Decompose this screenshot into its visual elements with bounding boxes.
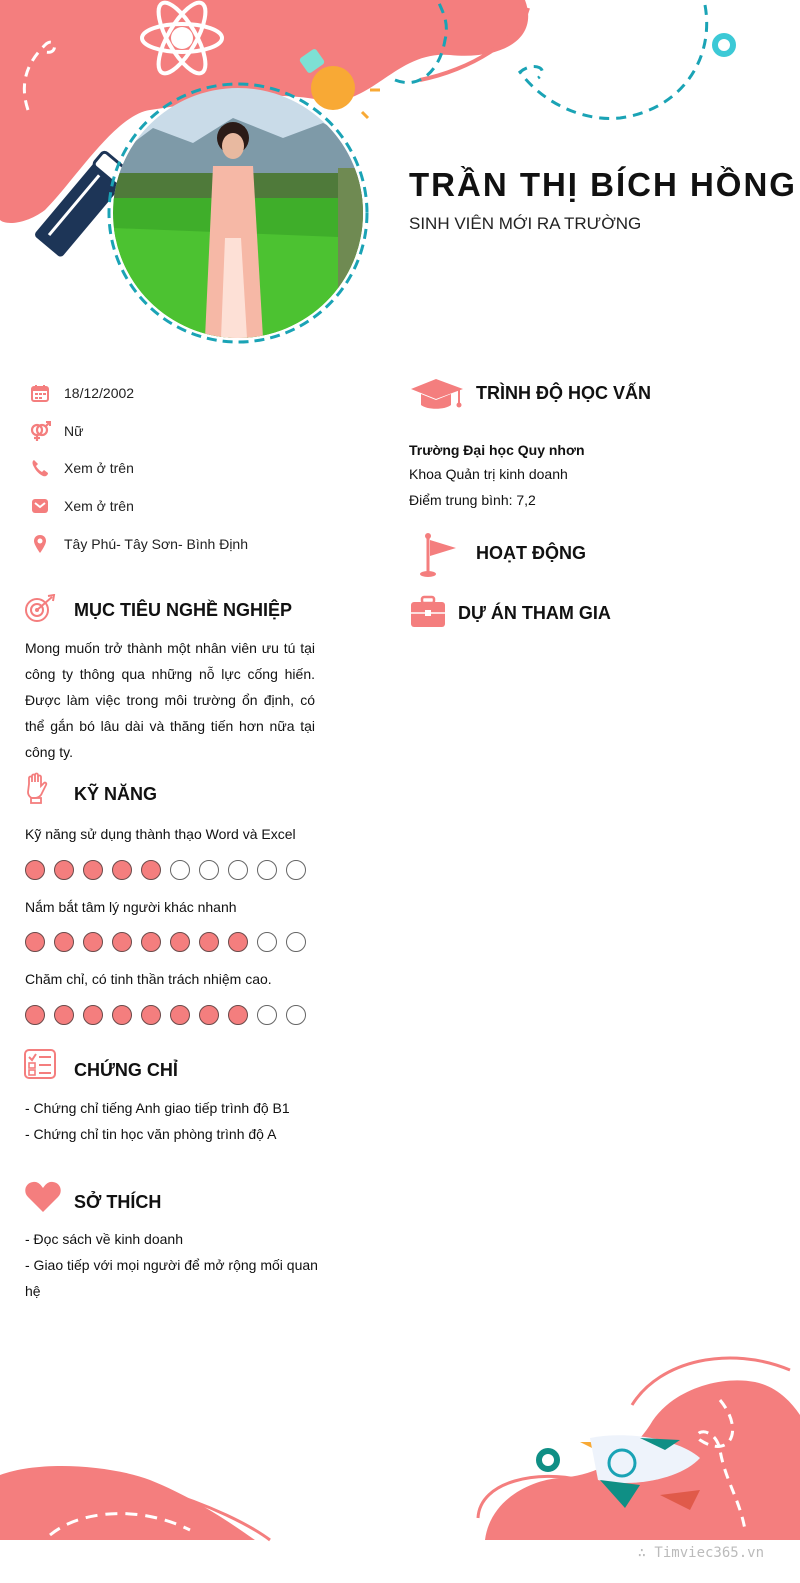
skill-rating <box>25 932 306 952</box>
briefcase-icon <box>410 595 446 629</box>
watermark: ∴ Timviec365.vn <box>637 1545 764 1561</box>
rating-dot-filled <box>170 932 190 952</box>
address-text: Tây Phú- Tây Sơn- Bình Định <box>64 536 249 552</box>
objective-title: MỤC TIÊU NGHỀ NGHIỆP <box>74 600 293 620</box>
rating-dot-filled <box>141 860 161 880</box>
rating-dot-filled <box>112 932 132 952</box>
rating-dot-empty <box>170 860 190 880</box>
rating-dot-filled <box>83 860 103 880</box>
contact-birthday <box>28 380 368 406</box>
rating-dot-filled <box>170 1005 190 1025</box>
rating-dot-filled <box>228 932 248 952</box>
candidate-title: SINH VIÊN MỚI RA TRƯỜNG <box>409 214 642 233</box>
rating-dot-filled <box>83 1005 103 1025</box>
skill-rating <box>25 860 306 880</box>
candidate-name: TRẦN THỊ BÍCH HỒNG <box>409 166 797 203</box>
dashed-curve-right <box>520 5 707 118</box>
rating-dot-filled <box>54 1005 74 1025</box>
location-icon <box>28 533 52 555</box>
rating-dot-filled <box>112 860 132 880</box>
gender-text: Nữ <box>64 423 84 439</box>
education-title: TRÌNH ĐỘ HỌC VẤN <box>476 383 651 403</box>
skill-label: Nắm bắt tâm lý người khác nhanh <box>25 899 237 915</box>
contact-address <box>28 531 368 557</box>
certificate-item: - Chứng chỉ tin học văn phòng trình độ A <box>25 1126 277 1142</box>
rating-dot-empty <box>257 932 277 952</box>
rating-dot-empty <box>286 860 306 880</box>
hand-icon <box>24 772 48 804</box>
rating-dot-filled <box>25 1005 45 1025</box>
heart-icon <box>24 1180 62 1214</box>
certificates-title: CHỨNG CHỈ <box>74 1060 178 1080</box>
hobbies-title: SỞ THÍCH <box>74 1192 162 1212</box>
rating-dot-filled <box>228 1005 248 1025</box>
rating-dot-empty <box>228 860 248 880</box>
email-icon <box>28 495 52 517</box>
education-gpa: Điểm trung bình: 7,2 <box>409 492 536 508</box>
birthday-text: 18/12/2002 <box>64 385 135 401</box>
rating-dot-filled <box>54 860 74 880</box>
skill-rating <box>25 1005 306 1025</box>
rating-dot-empty <box>257 1005 277 1025</box>
rating-dot-filled <box>25 932 45 952</box>
hobby-item: - Đọc sách về kinh doanh <box>25 1231 183 1247</box>
graduation-cap-icon <box>409 377 465 413</box>
skill-label: Chăm chỉ, có tinh thần trách nhiệm cao. <box>25 971 272 987</box>
calendar-icon <box>28 382 52 404</box>
profile-photo <box>113 88 363 338</box>
rating-dot-empty <box>199 860 219 880</box>
hobby-item: - Giao tiếp với mọi người để mở rộng mối quan hệ <box>25 1257 318 1299</box>
rating-dot-filled <box>112 1005 132 1025</box>
rating-dot-filled <box>199 932 219 952</box>
skill-label: Kỹ năng sử dụng thành thạo Word và Excel <box>25 826 296 842</box>
rating-dot-empty <box>286 932 306 952</box>
rating-dot-empty <box>257 860 277 880</box>
rating-dot-filled <box>141 932 161 952</box>
email-text: Xem ở trên <box>64 498 134 514</box>
contact-phone <box>28 455 368 481</box>
ring-decoration <box>715 36 733 54</box>
certificate-item: - Chứng chỉ tiếng Anh giao tiếp trình độ B1 <box>25 1100 290 1116</box>
gender-icon <box>28 420 52 442</box>
rating-dot-filled <box>199 1005 219 1025</box>
contact-gender <box>28 418 368 444</box>
projects-title: DỰ ÁN THAM GIA <box>458 603 611 623</box>
rating-dot-filled <box>141 1005 161 1025</box>
phone-icon <box>28 457 52 479</box>
skills-title: KỸ NĂNG <box>74 784 158 804</box>
rating-dot-filled <box>54 932 74 952</box>
flag-icon <box>418 532 460 578</box>
checklist-icon <box>24 1049 56 1079</box>
rating-dot-filled <box>83 932 103 952</box>
education-faculty: Khoa Quản trị kinh doanh <box>409 466 568 482</box>
rating-dot-filled <box>25 860 45 880</box>
phone-text: Xem ở trên <box>64 460 134 476</box>
target-icon <box>24 594 58 624</box>
rating-dot-empty <box>286 1005 306 1025</box>
activities-title: HOẠT ĐỘNG <box>476 543 586 563</box>
contact-email <box>28 493 368 519</box>
objective-text: Mong muốn trở thành một nhân viên ưu tú tại công ty thông qua những nỗ lực cống hiến. Được làm việc trong môi trường ổn định, có thể gắn bó lâu dài và thăng tiến hơn nữa tại công ty. <box>25 640 315 760</box>
education-school: Trường Đại học Quy nhơn <box>409 442 585 458</box>
